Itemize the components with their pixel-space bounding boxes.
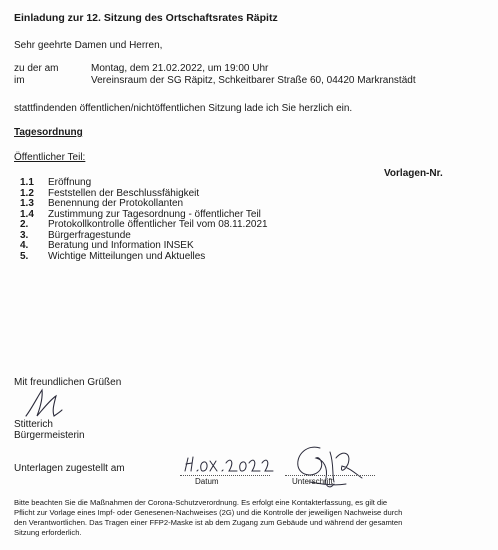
delivery-label: Unterlagen zugestellt am [14,463,125,474]
mayor-signature [24,386,64,420]
agenda-item-text: Zustimmung zur Tagesordnung - öffentlicher Teil [48,208,261,220]
date-caption: Datum [195,477,219,486]
signatory-name: Stitterich [14,419,53,430]
notice-line: Pflicht zur Vorlage eines Impf- oder Genesenen-Nachweises (2G) und die Kontrolle der jeweiligen Nachweise durch [14,508,403,517]
agenda-item-text: Beratung und Information INSEK [48,240,194,251]
corona-notice [14,498,484,538]
agenda-item-number: 2. [20,219,29,230]
agenda-section-public: Öffentlicher Teil: [14,152,86,163]
meeting-where-value: Vereinsraum der SG Räpitz, Schkeitbarer Straße 60, 04420 Markranstädt [91,75,416,86]
notice-line: Sitzung erforderlich. [14,528,82,537]
agenda-item-number: 4. [20,240,29,251]
agenda-item [20,199,268,210]
signature-caption: Unterschrift [292,477,333,486]
agenda-item-text: Feststellen der Beschlussfähigkeit [48,187,200,199]
salutation: Sehr geehrte Damen und Herren, [14,40,163,51]
agenda-item-number: 3. [20,229,29,241]
signature-line [285,475,375,476]
agenda-item-text: Benennung der Protokollanten [48,198,184,209]
agenda-item-text: Wichtige Mitteilungen und Aktuelles [48,250,206,262]
agenda-item-text: Protokollkontrolle öffentlicher Teil vom 08.11.2021 [48,219,268,230]
agenda-item [20,178,268,189]
agenda-item-number: 1.4 [20,208,34,220]
meeting-when-value: Montag, dem 21.02.2022, um 19:00 Uhr [91,63,269,74]
agenda-item [20,252,268,263]
meeting-where-label: im [14,75,25,86]
agenda-item [20,220,268,231]
vorlagen-header: Vorlagen-Nr. [384,168,443,179]
agenda-title: Tagesordnung [14,127,83,138]
agenda-item-number: 1.2 [20,187,34,199]
closing-text: Mit freundlichen Grüßen [14,377,122,388]
agenda-list [20,178,268,262]
agenda-item-text: Bürgerfragestunde [48,229,131,241]
document-title: Einladung zur 12. Sitzung des Ortschaftsrates Räpitz [14,12,278,24]
meeting-when-label: zu der am [14,63,59,74]
date-line [180,475,270,476]
agenda-item [20,241,268,252]
notice-line: den Verantwortlichen. Das Tragen einer FFP2-Maske ist ab dem Zugang zum Gebäude und während der gesamten [14,518,403,527]
intro-text: stattfindenden öffentlichen/nichtöffentlichen Sitzung lade ich Sie herzlich ein. [14,103,353,114]
signatory-role: Bürgermeisterin [14,430,85,441]
agenda-item-number: 1.3 [20,198,34,209]
notice-line: Bitte beachten Sie die Maßnahmen der Corona-Schutzverordnung. Es erfolgt eine Kontakterfassung, es gilt die [14,498,388,507]
agenda-item-text: Eröffnung [48,177,92,188]
handwritten-date [182,453,274,477]
agenda-item-number: 5. [20,250,29,262]
agenda-item-number: 1.1 [20,177,34,188]
